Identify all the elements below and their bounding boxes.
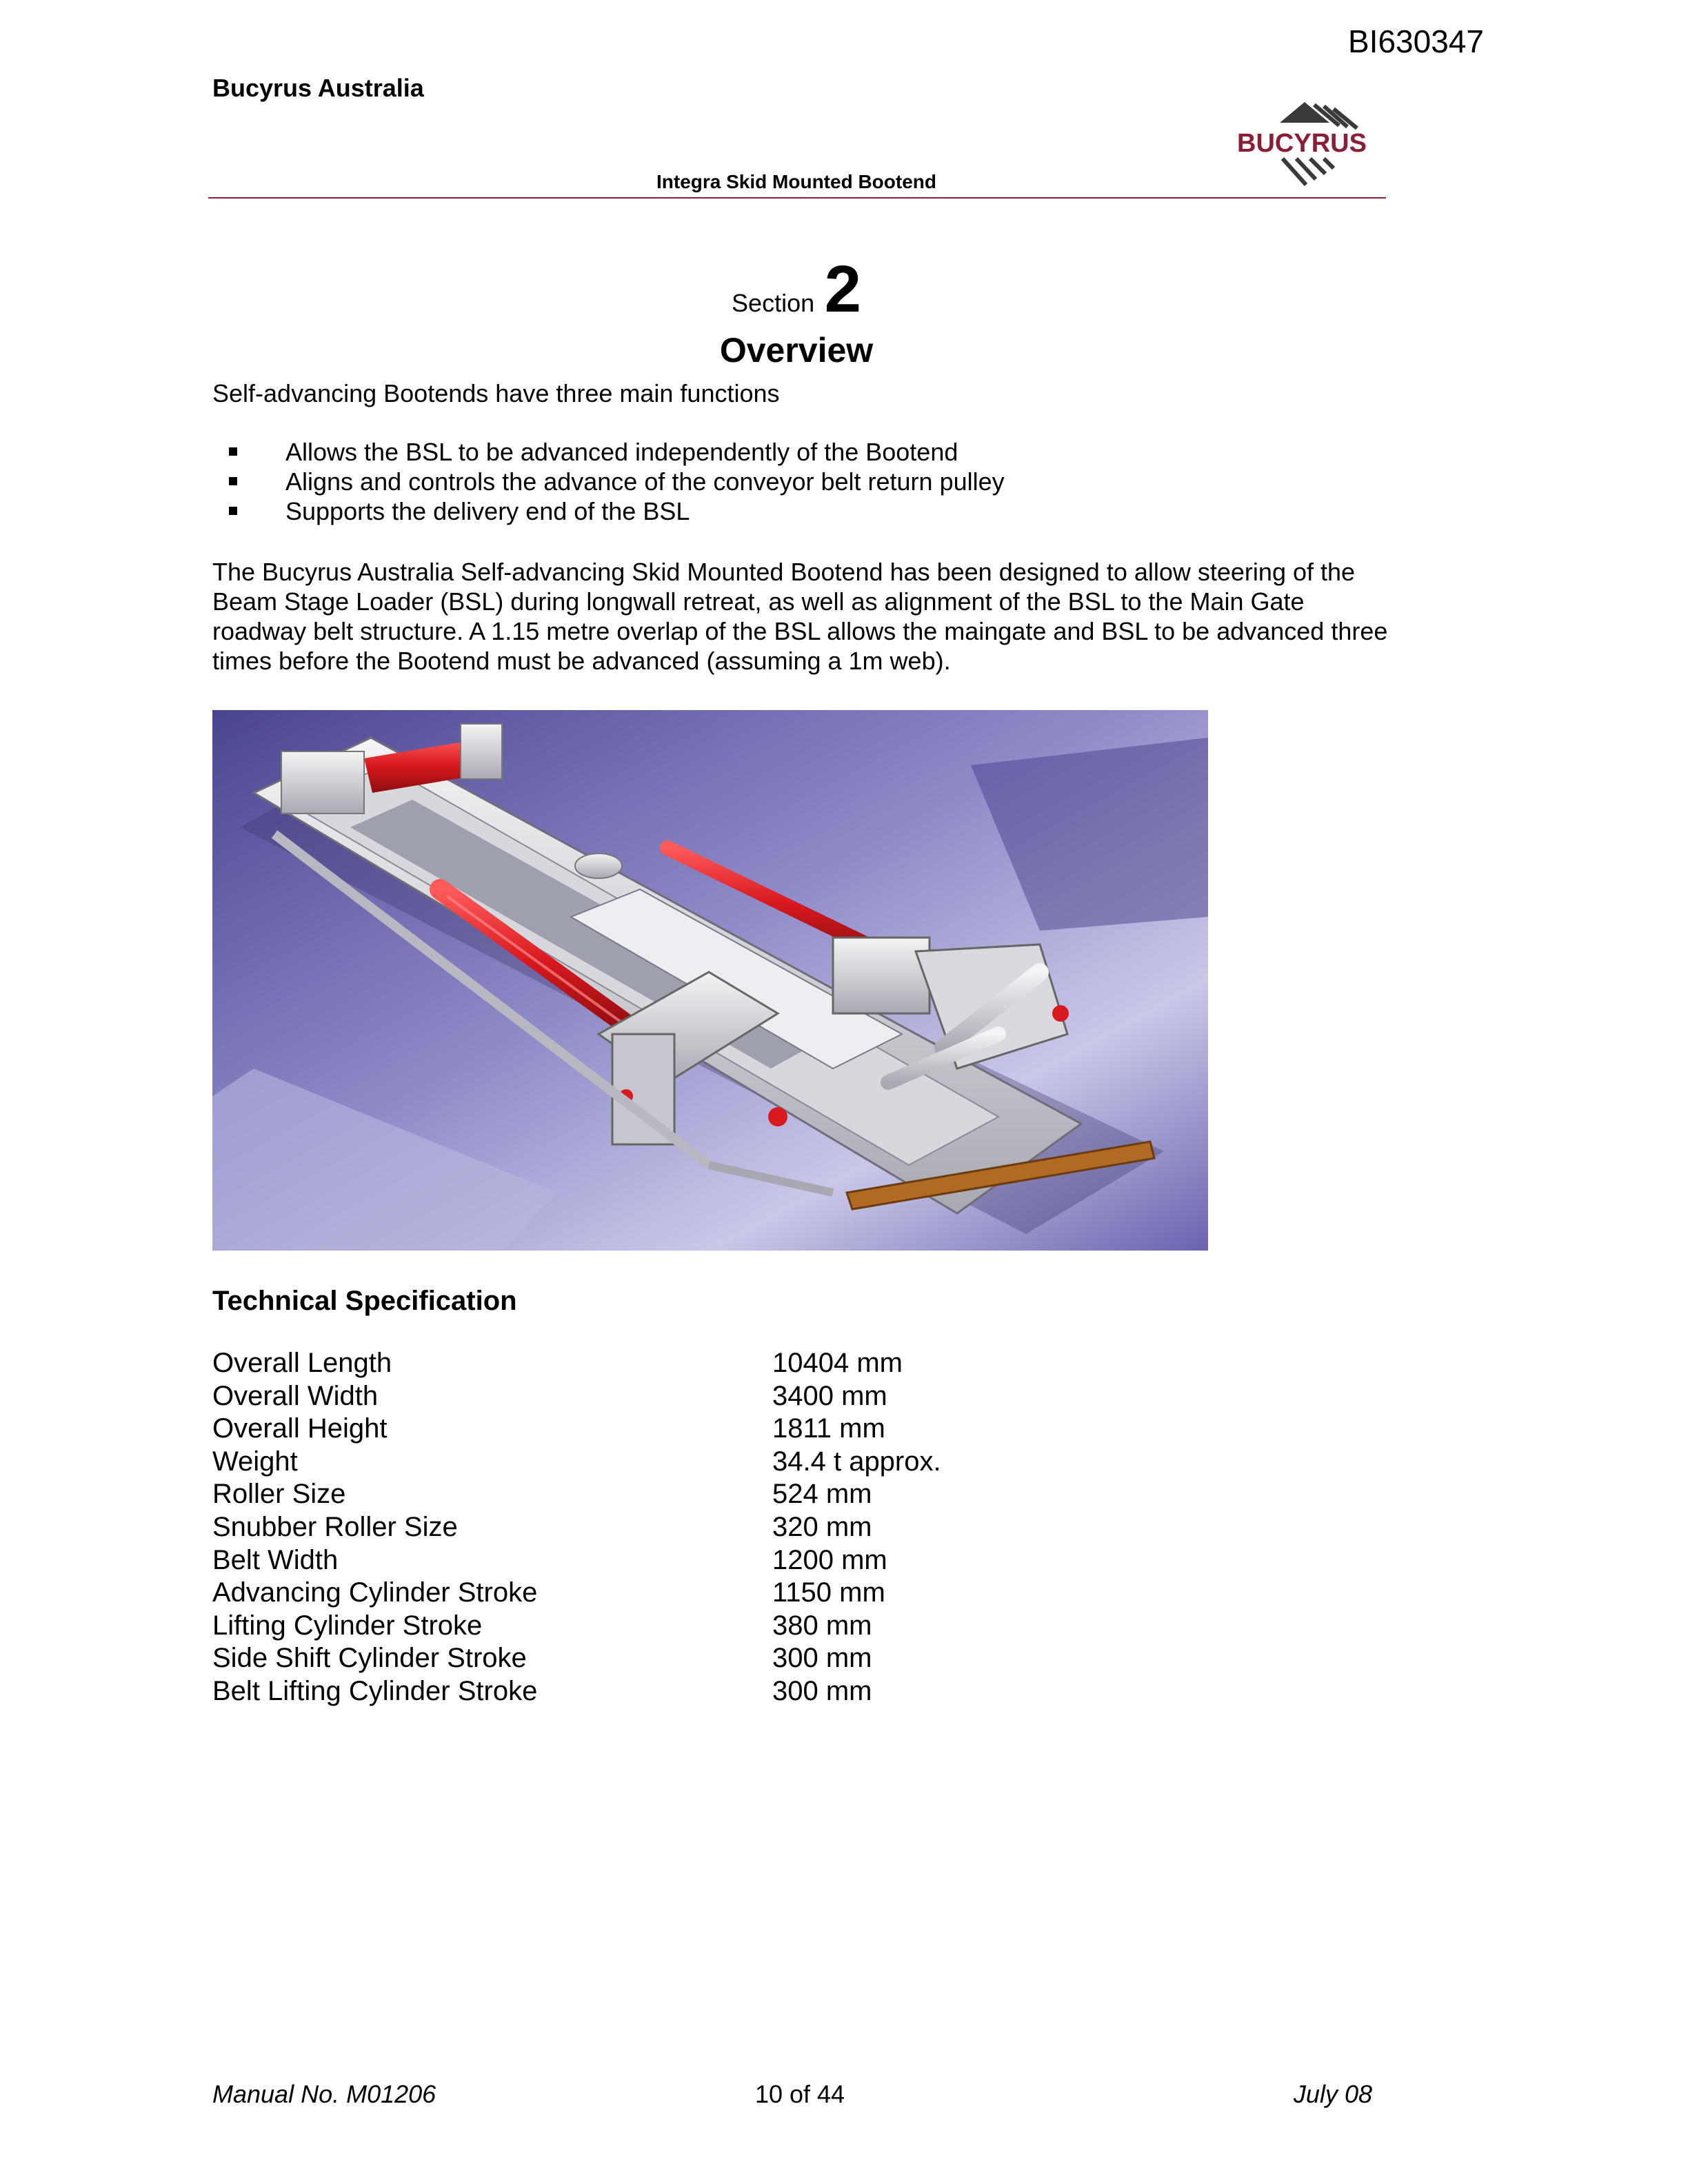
spec-value: 1150 mm [772, 1577, 885, 1608]
bullet-icon [229, 507, 237, 515]
intro-text: Self-advancing Bootends have three main functions [212, 379, 780, 407]
table-row [212, 1642, 941, 1675]
spec-value: 380 mm [772, 1610, 872, 1641]
header-divider [208, 197, 1386, 199]
spec-value: 320 mm [772, 1511, 872, 1542]
spec-name: Advancing Cylinder Stroke [212, 1577, 538, 1608]
spec-value: 300 mm [772, 1643, 872, 1674]
table-row [212, 1478, 941, 1511]
document-title: Integra Skid Mounted Bootend [656, 171, 936, 192]
footer-page-number: 10 of 44 [754, 2080, 845, 2108]
body-paragraph: The Bucyrus Australia Self-advancing Skid Mounted Bootend has been designed to allow steering of the Beam Stage Loader (BSL) during longwall retreat, as well as alignment of the BSL to the Main Gate roadway belt structure. A 1.15 metre overlap of the BSL allows the maingate and BSL to be advanced three times before the Bootend must be advanced (assuming a 1m web). [212, 558, 1388, 675]
svg-text:BUCYRUS: BUCYRUS [1237, 129, 1367, 158]
spec-name: Overall Length [212, 1348, 392, 1378]
spec-name: Snubber Roller Size [212, 1511, 458, 1542]
spec-value: 34.4 t approx. [772, 1446, 941, 1477]
functions-list [212, 437, 1005, 526]
spec-name: Belt Width [212, 1544, 339, 1575]
table-row [212, 1544, 941, 1577]
spec-table [212, 1347, 941, 1708]
spec-name: Overall Width [212, 1380, 379, 1411]
company-name: Bucyrus Australia [212, 74, 424, 102]
table-row [212, 1446, 941, 1479]
bootend-3d-render [212, 710, 1208, 1251]
table-row [212, 1511, 941, 1544]
list-item-text: Supports the delivery end of the BSL [285, 497, 690, 525]
spec-value: 10404 mm [772, 1348, 903, 1378]
spec-name: Side Shift Cylinder Stroke [212, 1643, 527, 1674]
list-item-text: Allows the BSL to be advanced independently of the Bootend [285, 438, 958, 466]
spec-value: 1811 mm [772, 1413, 885, 1444]
bullet-icon [229, 477, 237, 485]
table-row [212, 1577, 941, 1610]
document-id: BI630347 [1348, 23, 1484, 59]
spec-heading: Technical Specification [212, 1286, 517, 1316]
spec-value: 524 mm [772, 1479, 872, 1510]
list-item [212, 437, 1005, 467]
footer-date: July 08 [1293, 2080, 1372, 2108]
table-row [212, 1610, 941, 1643]
spec-name: Overall Height [212, 1413, 388, 1444]
spec-name: Roller Size [212, 1479, 346, 1510]
footer-manual-number: Manual No. M01206 [212, 2080, 436, 2108]
list-item-text: Aligns and controls the advance of the conveyor belt return pulley [285, 467, 1005, 496]
table-row [212, 1380, 941, 1413]
table-row [212, 1413, 941, 1446]
table-row [212, 1347, 941, 1380]
bullet-icon [229, 447, 237, 456]
spec-name: Weight [212, 1446, 298, 1477]
spec-name: Belt Lifting Cylinder Stroke [212, 1675, 538, 1706]
list-item [212, 496, 1005, 526]
section-number: 2 [824, 252, 861, 326]
section-title: Overview [719, 331, 874, 370]
section-label: Section [732, 289, 815, 317]
spec-value: 1200 mm [772, 1544, 887, 1575]
spec-value: 300 mm [772, 1675, 872, 1706]
list-item [212, 467, 1005, 496]
spec-name: Lifting Cylinder Stroke [212, 1610, 483, 1641]
table-row [212, 1675, 941, 1708]
spec-value: 3400 mm [772, 1380, 887, 1411]
